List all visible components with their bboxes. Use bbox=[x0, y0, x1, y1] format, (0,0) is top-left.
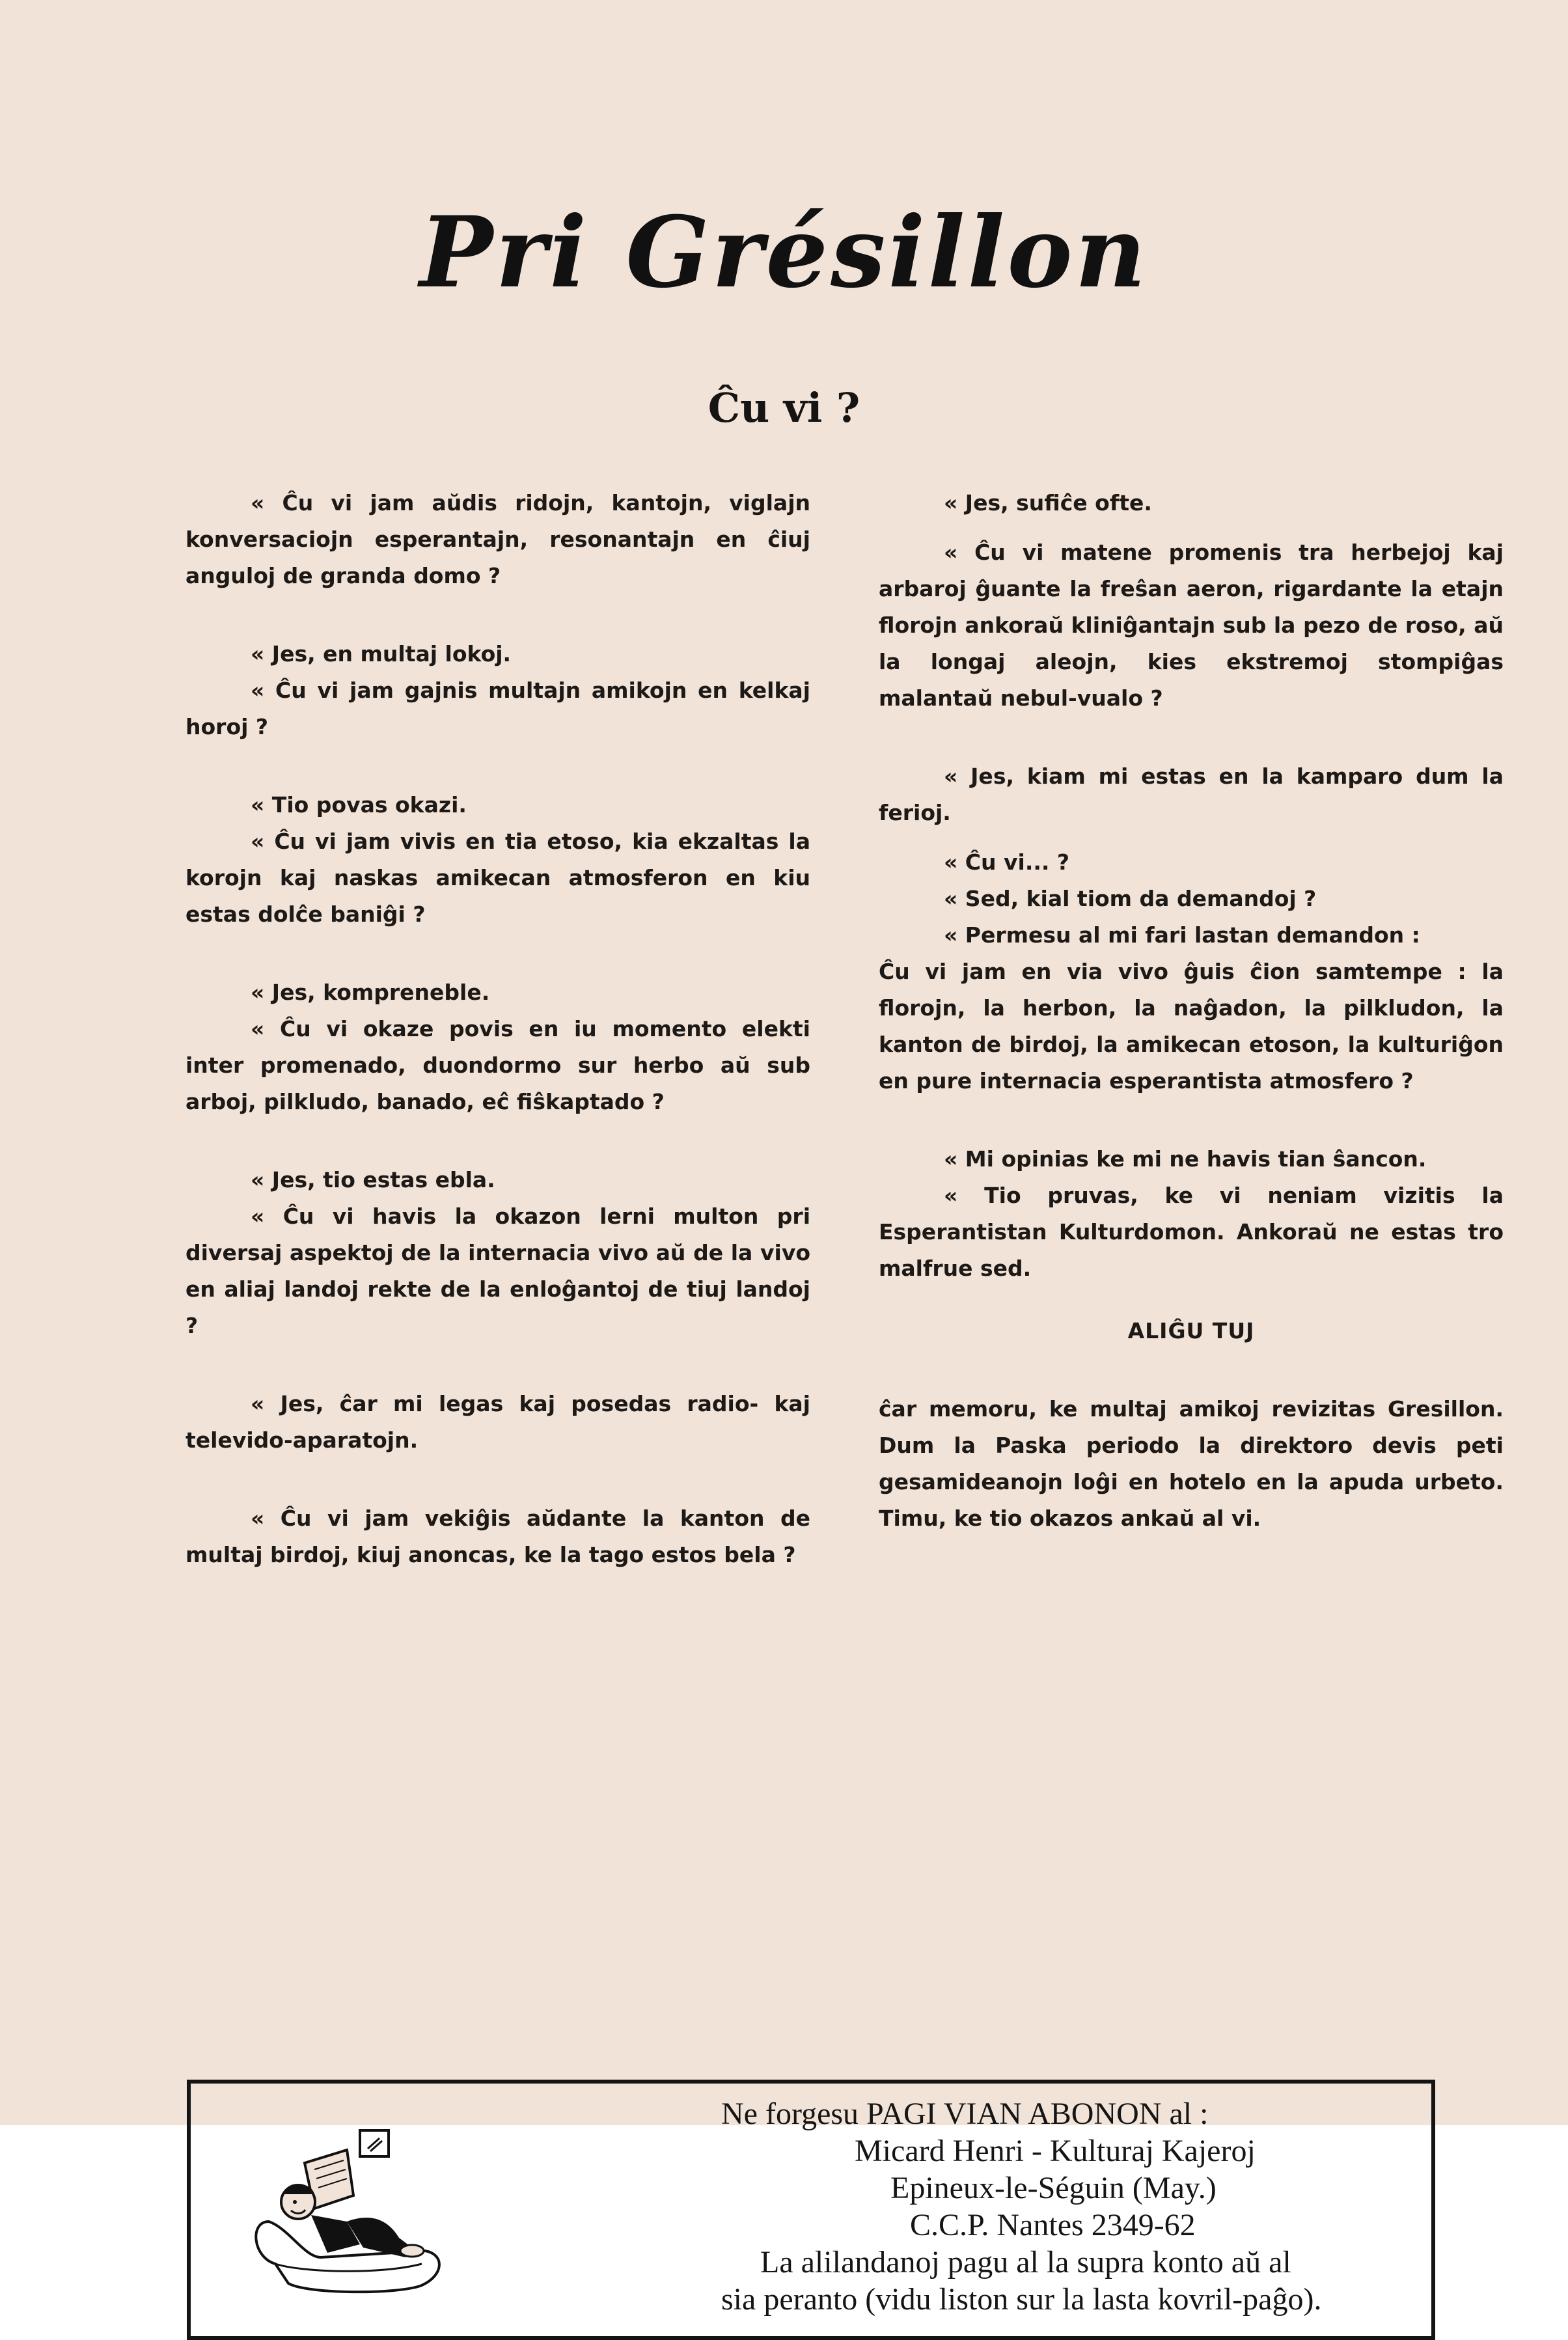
dialogue-paragraph: « Ĉu vi jam vekiĝis aŭdante la kanton de multaj birdoj, kiuj anoncas, ke la tago estos bela ? bbox=[186, 1506, 810, 1567]
dialogue-paragraph: « Tio pruvas, ke vi neniam vizitis la Esperantistan Kulturdomon. Ankoraŭ ne estas tro malfrue sed. bbox=[879, 1183, 1504, 1281]
ad-line: La alilandanoj pagu al la supra konto aŭ al bbox=[760, 2245, 1291, 2279]
ad-line: Ne forgesu PAGI VIAN ABONON al : bbox=[721, 2097, 1209, 2131]
dialogue-paragraph: « Jes, en multaj lokoj. bbox=[251, 641, 512, 667]
dialogue-paragraph: « Ĉu vi... ? bbox=[944, 849, 1070, 875]
dialogue-paragraph: « Jes, sufiĉe ofte. bbox=[944, 490, 1152, 516]
ad-line: sia peranto (vidu liston sur la lasta kovril-paĝo). bbox=[721, 2282, 1322, 2317]
closing-heading: ALIĜU TUJ bbox=[1127, 1318, 1255, 1343]
dialogue-paragraph: « Jes, tio estas ebla. bbox=[251, 1167, 495, 1192]
ad-line: Micard Henri - Kulturaj Kajeroj bbox=[855, 2134, 1256, 2168]
ad-line: C.C.P. Nantes 2349-62 bbox=[910, 2208, 1196, 2242]
dialogue-paragraph: « Ĉu vi jam vivis en tia etoso, kia ekzaltas la korojn kaj naskas amikecan atmosferon en kiu estas dolĉe baniĝi ? bbox=[186, 829, 810, 927]
page-title: Pri Grésillon bbox=[419, 195, 1149, 310]
dialogue-paragraph: « Ĉu vi jam aŭdis ridojn, kantojn, viglajn konversaciojn esperantajn, resonantajn en ĉiuj anguloj de granda domo ? bbox=[186, 490, 810, 588]
page-subtitle: Ĉu vi ? bbox=[708, 384, 860, 432]
dialogue-paragraph: « Permesu al mi fari lastan demandon : bbox=[944, 922, 1420, 948]
dialogue-paragraph: « Ĉu vi okaze povis en iu momento elekti inter promenado, duondormo sur herbo aŭ sub arboj, pilkludo, banado, eĉ fiŝkaptado ? bbox=[186, 1016, 810, 1114]
dialogue-paragraph: Ĉu vi jam en via vivo ĝuis ĉion samtempe : la florojn, la herbon, la naĝadon, la pilkludon, la kanton de birdoj, la amikecan etoson, la kulturiĝon en pure internacia esperantista atmosfero ? bbox=[879, 959, 1504, 1094]
ad-line: Epineux-le-Séguin (May.) bbox=[890, 2171, 1217, 2205]
dialogue-paragraph: « Jes, kiam mi estas en la kamparo dum la ferioj. bbox=[879, 764, 1504, 825]
dialogue-paragraph: « Jes, ĉar mi legas kaj posedas radio- kaj televido-aparatojn. bbox=[186, 1391, 810, 1453]
dialogue-paragraph: « Tio povas okazi. bbox=[251, 792, 467, 818]
dialogue-paragraph: « Ĉu vi havis la okazon lerni multon pri diversaj aspektoj de la internacia vivo aŭ de la vivo en aliaj landoj rekte de la enloĝantoj de tiuj landoj ? bbox=[186, 1204, 810, 1338]
subscription-text bbox=[721, 2095, 1431, 2318]
dialogue-paragraph: « Ĉu vi matene promenis tra herbejoj kaj arbaroj ĝuante la freŝan aeron, rigardante la etajn florojn ankoraŭ kliniĝantajn sub la pezo de roso, aŭ la longaj aleojn, kies ekstremoj stompiĝas malantaŭ nebul-vualo ? bbox=[879, 540, 1504, 711]
dialogue-paragraph: « Mi opinias ke mi ne havis tian ŝancon. bbox=[944, 1146, 1427, 1172]
man-reading-newspaper-icon bbox=[249, 2124, 458, 2300]
dialogue-paragraph: « Jes, kompreneble. bbox=[251, 980, 490, 1005]
closing-paragraph: ĉar memoru, ke multaj amikoj revizitas Gresillon. Dum la Paska periodo la direktoro devis peti gesamideanojn loĝi en hotelo en la apuda urbeto. Timu, ke tio okazos ankaŭ al vi. bbox=[879, 1396, 1504, 1531]
dialogue-paragraph: « Sed, kial tiom da demandoj ? bbox=[944, 886, 1317, 911]
right-column bbox=[879, 485, 1504, 1537]
subscription-ad-box bbox=[187, 2080, 1435, 2340]
left-column bbox=[186, 485, 810, 1573]
dialogue-paragraph: « Ĉu vi jam gajnis multajn amikojn en kelkaj horoj ? bbox=[186, 678, 810, 739]
